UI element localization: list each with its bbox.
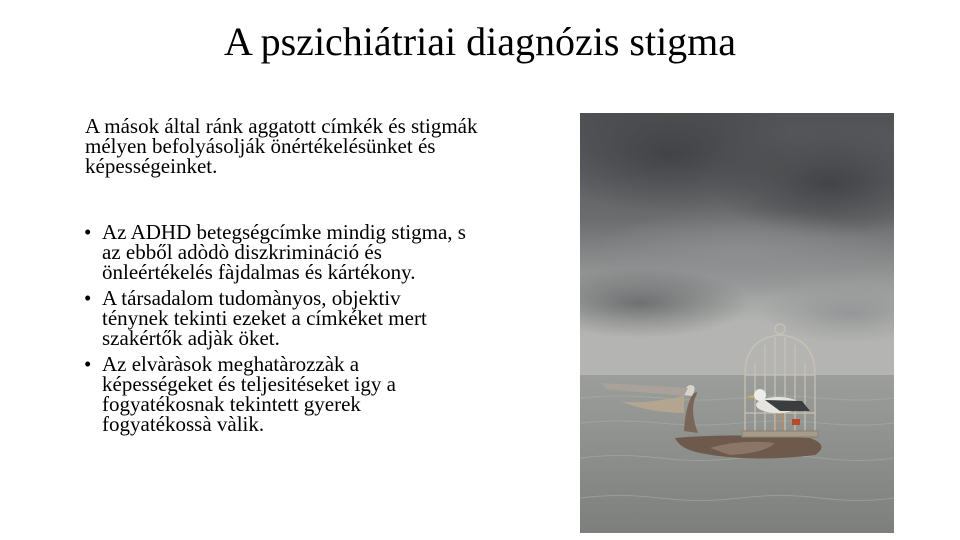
bullet-dot-icon: • (84, 220, 92, 244)
bullet-item (80, 288, 470, 348)
bullet-dot-icon: • (84, 352, 92, 376)
bullet-text: Az elvàràsok meghatàrozzàk a képességeket és teljesitéseket igy a fogyatékosnak tekintett gyerek fogyatékossà vàlik. (102, 352, 396, 436)
intro-paragraph: A mások által ránk aggatott címkék és stigmák mélyen befolyásolják önértékelésünket és képességeinket. (85, 114, 478, 178)
bullet-item (80, 222, 470, 282)
photo-illustration (580, 113, 894, 533)
slide-title: A pszichiátriai diagnózis stigma (223, 19, 737, 64)
bullet-item (80, 354, 470, 434)
bullet-list (80, 222, 470, 440)
bullet-dot-icon: • (84, 286, 92, 310)
bullet-text: Az ADHD betegségcímke mindig stigma, s az ebből adòdò diszkrimináció és önleértékelés fàjdalmas és kártékony. (102, 220, 466, 284)
bullet-text: A társadalom tudomànyos, objektiv ténynek tekinti ezeket a címkéket mert szakértők adjàk öket. (102, 286, 427, 350)
surreal-pelican-birdcage-photo (580, 113, 894, 533)
